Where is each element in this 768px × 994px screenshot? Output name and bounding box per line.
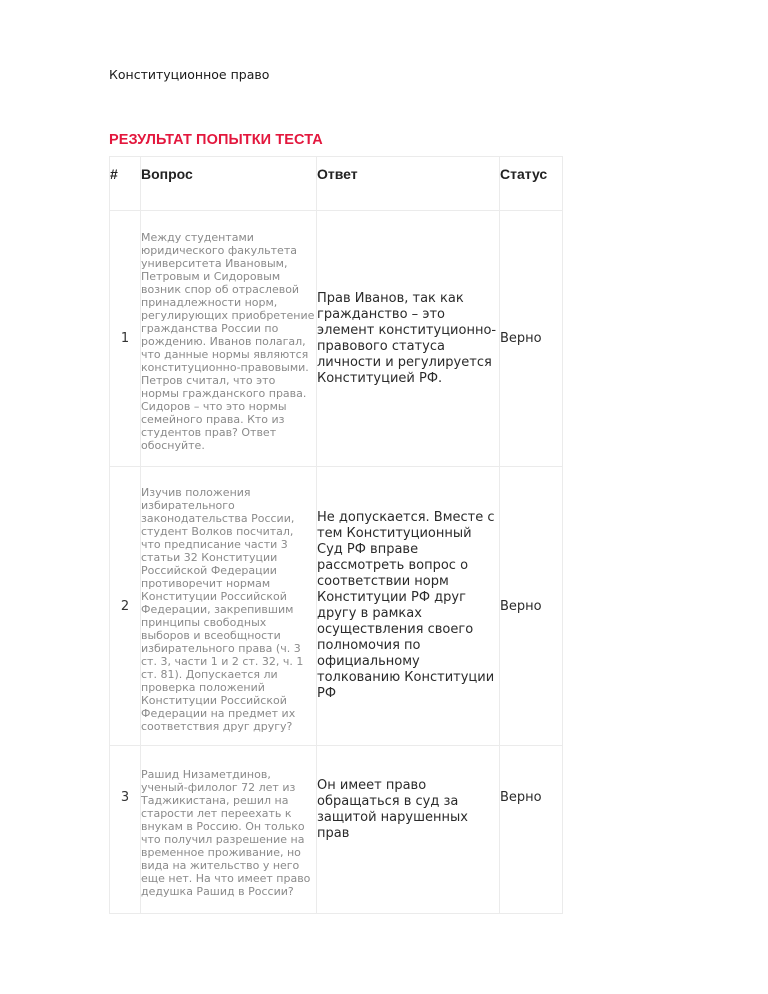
- header-answer: Ответ: [317, 157, 500, 211]
- question-text: Между студентами юридического факультета университета Ивановым, Петровым и Сидоровым возник спор об отраслевой принадлежности норм, регулирующих приобретение гражданства России по рождению. Иванов полагал, что данные нормы являются конституционно-правовыми. Петров считал, что это нормы гражданского права. Сидоров – что это нормы семейного права. Кто из студентов прав? Ответ обоснуйте.: [141, 231, 315, 452]
- status-cell: [500, 467, 563, 746]
- row-number-text: 3: [120, 789, 130, 805]
- status-text: Верно: [500, 789, 542, 805]
- question-text: Изучив положения избирательного законодательства России, студент Волков посчитал, что предписание части 3 статьи 32 Конституции Российской Федерации противоречит нормам Конституции Российской Федерации, закрепившим принципы свободных выборов и всеобщности избирательного права (ч. 3 ст. 3, части 1 и 2 ст. 32, ч. 1 ст. 81). Допускается ли проверка положений Конституции Российской Федерации на предмет их соответствия друг другу?: [141, 485, 304, 733]
- answer-text: Прав Иванов, так как гражданство – это элемент конституционно-правового статуса личности и регулируется Конституцией РФ.: [317, 290, 497, 386]
- answer-cell: [317, 746, 500, 914]
- course-subject: Конституционное право: [109, 67, 270, 82]
- answer-cell: [317, 467, 500, 746]
- table-row: [110, 211, 563, 467]
- question-cell: [141, 211, 317, 467]
- answer-text: Он имеет право обращаться в суд за защитой нарушенных прав: [317, 777, 468, 841]
- status-cell: [500, 211, 563, 467]
- row-number-text: 1: [120, 331, 130, 346]
- row-number: [110, 746, 141, 914]
- question-cell: [141, 467, 317, 746]
- answer-cell: [317, 211, 500, 467]
- answer-text: Не допускается. Вместе с тем Конституционный Суд РФ вправе рассмотреть вопрос о соответствии норм Конституции РФ друг другу в рамках осуществления своего полномочия по официальному толкованию Конституции РФ: [317, 510, 495, 701]
- row-number: [110, 467, 141, 746]
- results-table: [109, 156, 563, 914]
- header-number: #: [110, 157, 141, 211]
- question-text: Рашид Низаметдинов, ученый-филолог 72 лет из Таджикистана, решил на старости лет переехать к внукам в Россию. Он только что получил разрешение на временное проживание, но вида на жительство у него еще нет. На что имеет право дедушка Рашид в России?: [141, 767, 311, 898]
- header-question: Вопрос: [141, 157, 317, 211]
- status-cell: [500, 746, 563, 914]
- row-number: [110, 211, 141, 467]
- question-cell: [141, 746, 317, 914]
- table-row: [110, 746, 563, 914]
- section-title: РЕЗУЛЬТАТ ПОПЫТКИ ТЕСТА: [109, 132, 323, 148]
- status-text: Верно: [500, 331, 542, 346]
- header-status: Статус: [500, 157, 563, 211]
- status-text: Верно: [500, 598, 542, 614]
- table-header-row: [110, 157, 563, 211]
- table-row: [110, 467, 563, 746]
- row-number-text: 2: [120, 598, 130, 614]
